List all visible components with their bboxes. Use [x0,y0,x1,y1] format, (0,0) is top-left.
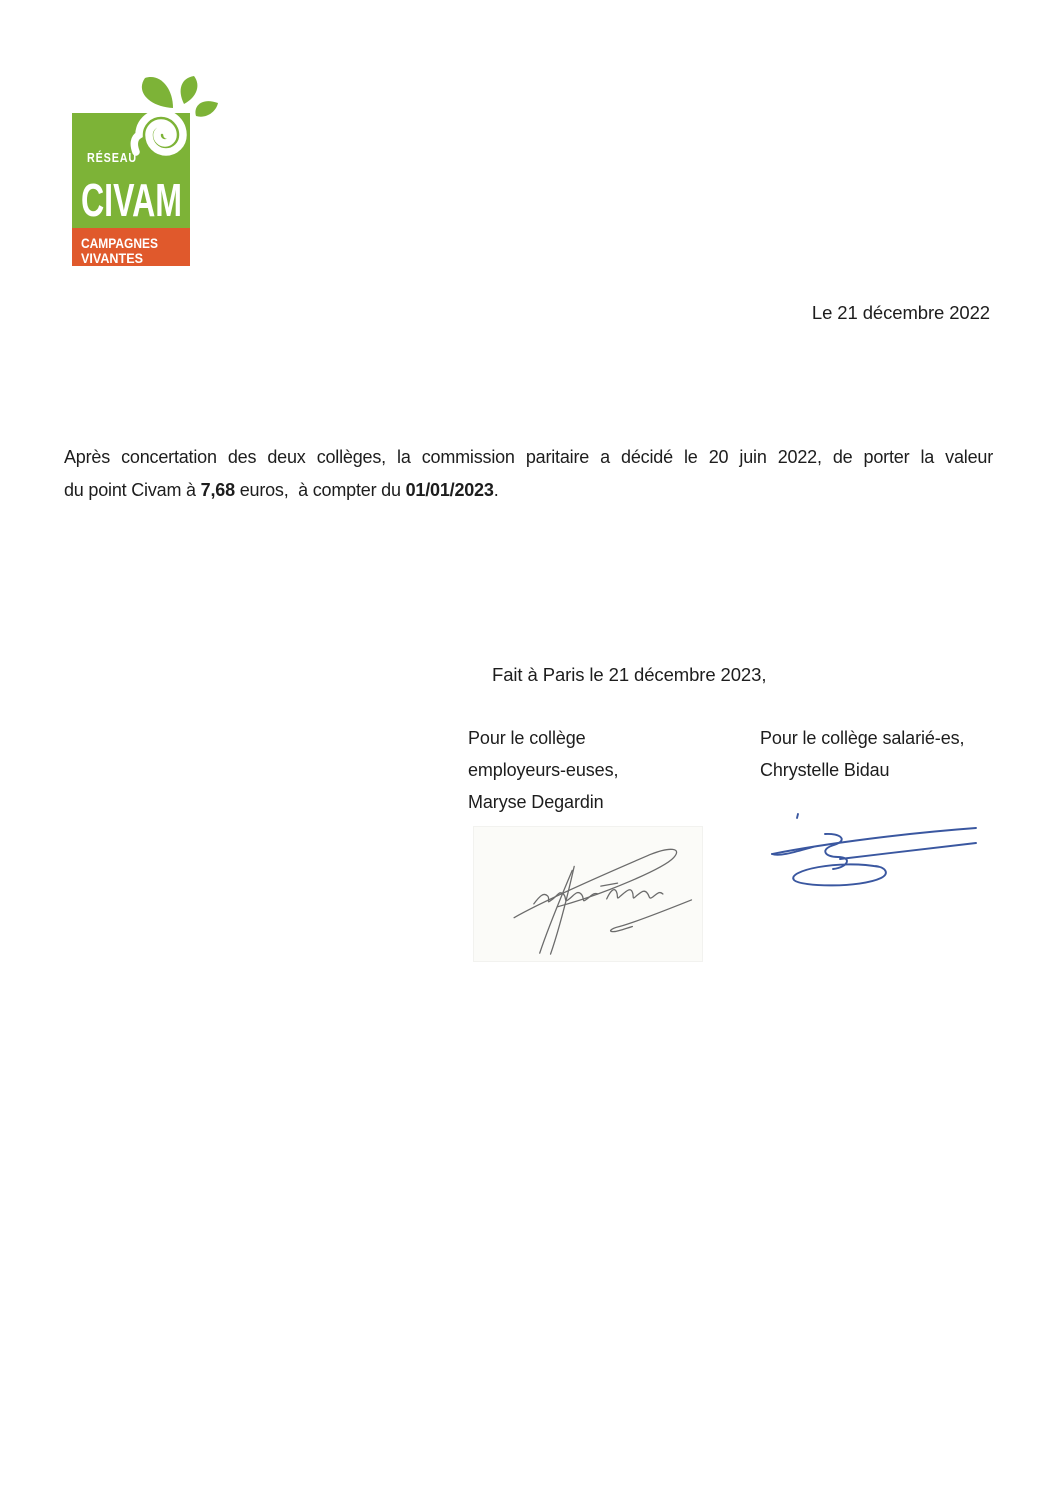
employee-college-block [760,722,964,786]
employee-college-line1: Pour le collège salarié-es, [760,728,965,748]
employer-college-line2: employeurs-euses, [468,760,619,780]
employer-college-line1: Pour le collège [468,728,586,748]
line2-suffix: . [493,480,499,500]
letter-date: Le 21 décembre 2022 [811,302,990,323]
line2-prefix: du point Civam à [64,480,201,500]
logo-reseau-text: RÉSEAU [87,150,137,165]
employer-college-block [468,722,618,818]
signature-chrystelle-bidau [768,806,986,904]
signature-maryse-degardin [473,826,703,962]
effective-date: 01/01/2023 [405,480,494,500]
logo-tagline-line2: VIVANTES [81,250,143,266]
signature-maryse-degardin-strokes [474,827,702,961]
employee-signatory-name: Chrystelle Bidau [760,760,890,780]
logo-tagline-line1: CAMPAGNES [81,235,158,251]
logo-civam-text: CIVAM [81,174,182,226]
civam-logo [72,76,222,272]
paragraph-line2 [64,474,993,507]
body-paragraph [64,441,993,507]
civam-logo-graphic [72,76,222,272]
employer-signatory-name: Maryse Degardin [468,792,604,812]
line2-mid: euros, à compter du [234,480,406,500]
paragraph-line1: Après concertation des deux collèges, la commission paritaire a décidé le 20 juin 2022, de porter la valeur [64,447,993,467]
place-date-line: Fait à Paris le 21 décembre 2023, [492,664,767,685]
point-value: 7,68 [200,480,235,500]
